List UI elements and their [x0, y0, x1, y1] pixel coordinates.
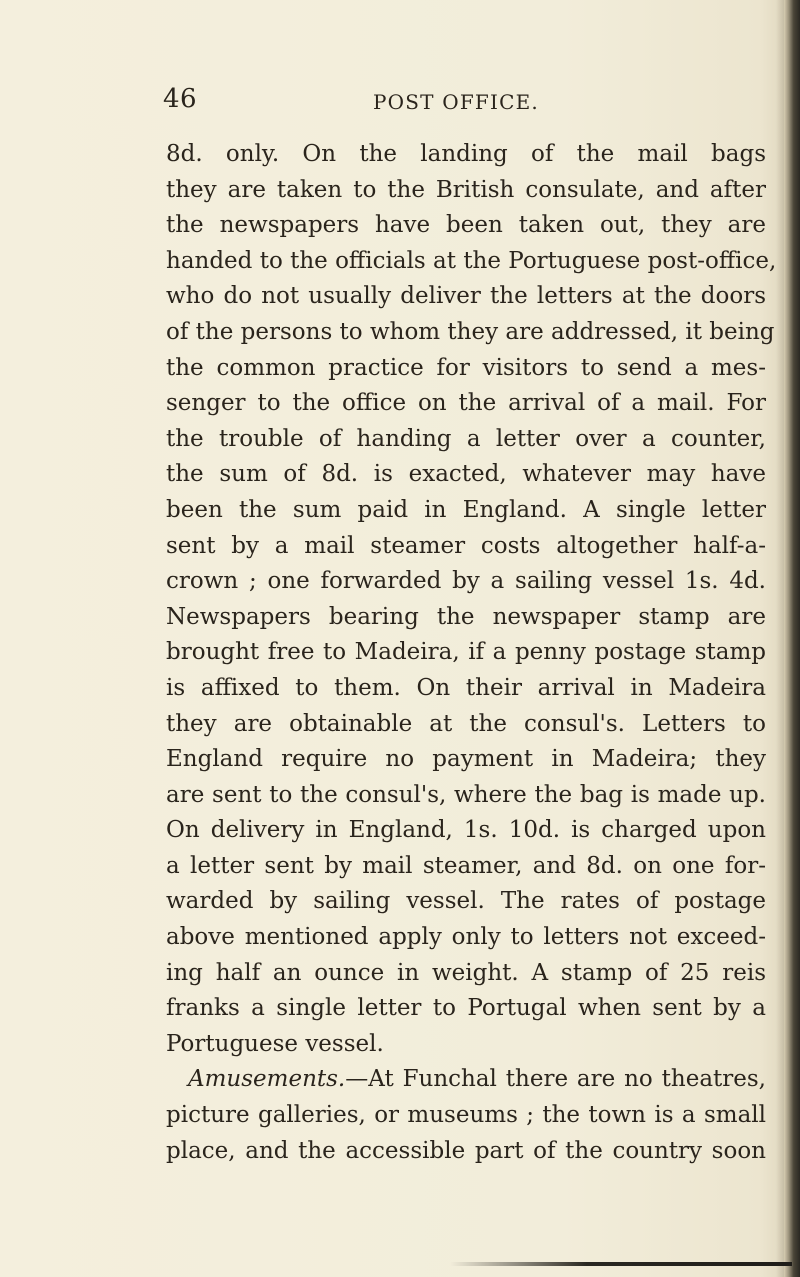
text-line: who do not usually deliver the letters at the doors	[166, 283, 766, 310]
text-line: is affixed to them. On their arrival in Madeira	[166, 674, 766, 701]
text-line: they are obtainable at the consul's. Letters to	[166, 710, 766, 737]
text-line: warded by sailing vessel. The rates of postage	[166, 888, 766, 915]
text-line: brought free to Madeira, if a penny postage stamp	[166, 639, 766, 666]
text-line: senger to the office on the arrival of a mail. For	[166, 390, 766, 417]
text-line: the common practice for visitors to send a mes-	[166, 354, 766, 381]
text-line: above mentioned apply only to letters not exceed-	[166, 924, 766, 951]
section-heading-line: Amusements.—At Funchal there are no theatres,	[188, 1066, 766, 1093]
running-head: POST OFFICE.	[373, 90, 539, 114]
text-line: are sent to the consul's, where the bag is made up.	[166, 781, 766, 808]
text-line: of the persons to whom they are addressed, it being	[166, 318, 775, 345]
text-line: the newspapers have been taken out, they are	[166, 212, 766, 239]
text-line: place, and the accessible part of the country soon	[166, 1137, 766, 1164]
page-header	[0, 82, 800, 116]
page-gutter-shadow	[776, 0, 784, 1277]
section-heading-word: Amusements.	[188, 1066, 346, 1093]
page-number: 46	[163, 84, 198, 114]
text-line: the sum of 8d. is exacted, whatever may have	[166, 461, 766, 488]
text-line: England require no payment in Madeira; they	[166, 746, 766, 773]
text-line: sent by a mail steamer costs altogether half-a-	[166, 532, 766, 559]
text-line: ing half an ounce in weight. A stamp of 25 reis	[166, 959, 766, 986]
page-bottom-edge	[450, 1262, 792, 1266]
text-line: a letter sent by mail steamer, and 8d. on one for-	[166, 852, 766, 879]
text-line: they are taken to the British consulate, and after	[166, 176, 766, 203]
text-line: been the sum paid in England. A single letter	[166, 496, 766, 523]
text-line: 8d. only. On the landing of the mail bags	[166, 141, 766, 167]
text-line: franks a single letter to Portugal when sent by a	[166, 995, 766, 1022]
body-text	[166, 137, 777, 1169]
text-line: picture galleries, or museums ; the town is a small	[166, 1102, 766, 1129]
text-line: handed to the officials at the Portuguese post-office,	[166, 247, 777, 274]
text-line: Portuguese vessel.	[166, 1030, 384, 1057]
text-line: On delivery in England, 1s. 10d. is charged upon	[166, 817, 766, 844]
text-line: the trouble of handing a letter over a counter,	[166, 425, 766, 452]
text-line: Newspapers bearing the newspaper stamp are	[166, 603, 766, 630]
book-binding-edge	[784, 0, 800, 1277]
text-line: crown ; one forwarded by a sailing vessel 1s. 4d.	[166, 568, 766, 595]
